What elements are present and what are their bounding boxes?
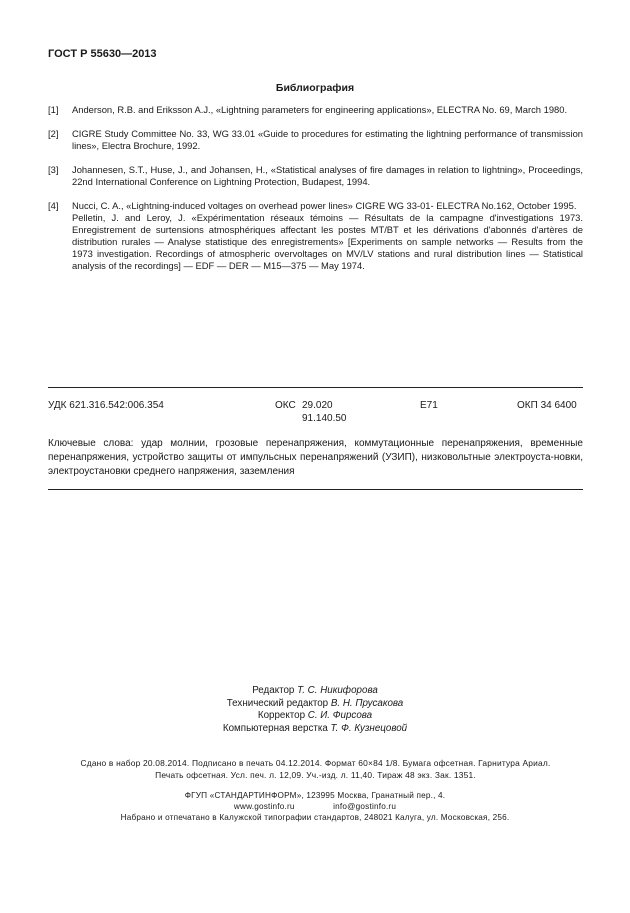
bibliography-item-text-part: Nucci, C. A., «Lightning-induced voltages on overhead power lines» CIGRE WG 33-01- ELECTRA No.162, October 1995.: [72, 200, 577, 211]
bibliography-item-number: [2]: [48, 128, 59, 139]
credit-line: [0, 710, 630, 723]
credit-person: Т. С. Никифорова: [297, 685, 378, 696]
top-divider: [48, 387, 583, 388]
publisher-address: ФГУП «СТАНДАРТИНФОРМ», 123995 Москва, Гранатный пер., 4.: [184, 791, 446, 800]
credit-person: Т. Ф. Кузнецовой: [330, 722, 408, 734]
oks-codes: [302, 399, 347, 425]
bibliography-list: [48, 104, 583, 284]
udk-code: УДК 621.316.542:006.354: [48, 400, 164, 411]
oks-code: 29.020: [302, 400, 333, 411]
imprint-line: Печать офсетная. Усл. печ. л. 12,09. Уч.-изд. л. 11,40. Тираж 48 экз. Зак. 1351.: [155, 770, 476, 780]
publisher-email: info@gostinfo.ru: [333, 802, 397, 811]
publisher-block: [0, 790, 630, 823]
credit-line: [0, 723, 630, 736]
bibliography-item: [48, 128, 583, 152]
credit-role: Редактор: [252, 685, 295, 696]
publisher-contacts: [0, 801, 630, 812]
bibliography-item-text: [72, 200, 583, 272]
keywords: Ключевые слова: удар молнии, грозовые перенапряжения, коммутационные перенапряжения, временные перенапряжения, устройство защиты от импульсных перенапряжений (УЗИП), низковольтные электроуста-новки, электроустановки среднего напряжения, заземления: [48, 438, 583, 477]
credit-line: [0, 685, 630, 698]
bibliography-item-text: Anderson, R.B. and Eriksson A.J., «Lightning parameters for engineering applications», ELECTRA No. 69, March 1980.: [72, 104, 568, 115]
standard-number: ГОСТ Р 55630—2013: [48, 48, 157, 60]
credit-person: С. И. Фирсова: [307, 710, 373, 721]
credit-role: Компьютерная верстка: [222, 722, 328, 734]
bibliography-item-text: CIGRE Study Committee No. 33, WG 33.01 «Guide to procedures for estimating the lightning performance of transmission lines», Electra Brochure, 1992.: [72, 128, 583, 151]
bottom-divider: [48, 489, 583, 490]
publisher-website: www.gostinfo.ru: [233, 802, 295, 811]
bibliography-item-number: [3]: [48, 164, 59, 175]
credit-person: В. Н. Прусакова: [330, 697, 404, 709]
oks-label: ОКС: [275, 400, 296, 411]
bibliography-title: Библиография: [275, 82, 355, 94]
bibliography-item-number: [1]: [48, 104, 59, 115]
bibliography-item: [48, 164, 583, 188]
oks-code: 91.140.50: [302, 413, 347, 424]
bibliography-item-number: [4]: [48, 200, 59, 211]
e-code: Е71: [420, 400, 438, 411]
credit-role: Корректор: [257, 710, 306, 721]
credit-role: Технический редактор: [226, 697, 329, 709]
bibliography-item-text: Johannesen, S.T., Huse, J., and Johansen, H., «Statistical analyses of fire damages in relation to lightning», Proceedings, 22nd International Conference on Lightning Protection, Budapest, 1994.: [72, 164, 583, 187]
credits-block: [0, 685, 630, 735]
imprint-line: Сдано в набор 20.08.2014. Подписано в печать 04.12.2014. Формат 60×84 1/8. Бумага офсетная. Гарнитура Ариал.: [80, 758, 551, 768]
printing-house: Набрано и отпечатано в Калужской типографии стандартов, 248021 Калуга, ул. Московская, 256.: [120, 813, 510, 822]
bibliography-item: [48, 200, 583, 272]
okp-code: ОКП 34 6400: [517, 400, 577, 411]
bibliography-item: [48, 104, 583, 116]
bibliography-item-text-part: Pelletin, J. and Leroy, J. «Expérimentation réseaux témoins — Résultats de la campagne d'investigations 1973. Enregistrement de surtensions atmosphériques affectant les postes MT/BT et les dérivations d'abonnés d'artères de distribution rurales — Analyse statistique des enregistrements» [Experiments on sample networks — Results from the 1973 investigation. Recordings of atmospheric overvoltages on MV/LV stations and rural distribution lines — Statistical analysis of the recordings] — EDF — DER — M15—375 — May 1974.: [72, 212, 583, 271]
credit-line: [0, 698, 630, 711]
print-imprint: [48, 757, 583, 781]
